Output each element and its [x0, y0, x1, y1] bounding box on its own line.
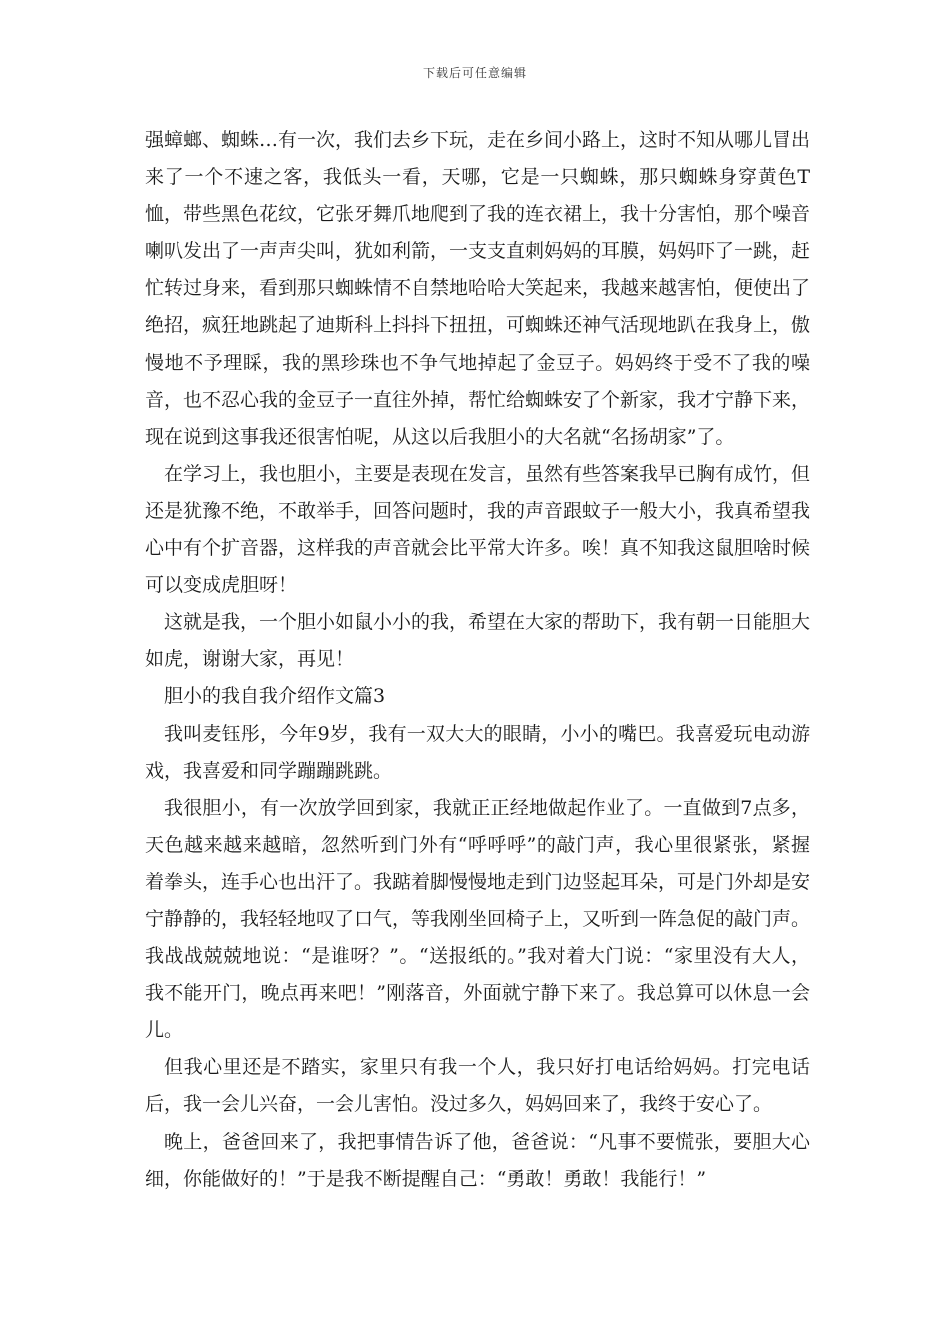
paragraph: 这就是我，一个胆小如鼠小小的我，希望在大家的帮助下，我有朝一日能胆大如虎，谢谢大家，再见！: [145, 611, 811, 671]
section-heading: 胆小的我自我介绍作文篇3: [164, 685, 386, 708]
paragraph: 但我心里还是不踏实，家里只有我一个人，我只好打电话给妈妈。打完电话后，我一会儿兴奋，一会儿害怕。没过多久，妈妈回来了，我终于安心了。: [145, 1056, 810, 1116]
page-header: 下载后可任意编辑: [422, 66, 527, 80]
paragraph: 我叫麦钰彤，今年9岁，我有一双大大的眼睛，小小的嘴巴。我喜爱玩电动游戏，我喜爱和同学蹦蹦跳跳。: [145, 722, 810, 782]
paragraph-continuation: 强蟑螂、蜘蛛…有一次，我们去乡下玩，走在乡间小路上，这时不知从哪儿冒出来了一个不速之客，我低头一看，天哪，它是一只蜘蛛，那只蜘蛛身穿黄色T恤，带些黑色花纹，它张牙舞爪地爬到了我的连衣裙上，我十分害怕，那个噪音喇叭发出了一声声尖叫，犹如利箭，一支支直刺妈妈的耳膜，妈妈吓了一跳，赶忙转过身来，看到那只蜘蛛情不自禁地哈哈大笑起来，我越来越害怕，便使出了绝招，疯狂地跳起了迪斯科上抖抖下扭扭，可蜘蛛还神气活现地趴在我身上，傲慢地不予理睬，我的黑珍珠也不争气地掉起了金豆子。妈妈终于受不了我的噪音，也不忍心我的金豆子一直往外掉，帮忙给蜘蛛安了个新家，我才宁静下来，现在说到这事我还很害怕呢，从这以后我胆小的大名就“名扬胡家”了。: [145, 129, 811, 448]
document-body: [145, 122, 810, 1198]
paragraph: 晚上，爸爸回来了，我把事情告诉了他，爸爸说：“凡事不要慌张，要胆大心细，你能做好的！”于是我不断提醒自己：“勇敢！勇敢！我能行！”: [145, 1130, 810, 1190]
paragraph: 我很胆小，有一次放学回到家，我就正正经地做起作业了。一直做到7点多，天色越来越来越暗，忽然听到门外有“呼呼呼”的敲门声，我心里很紧张，紧握着拳头，连手心也出汗了。我踮着脚慢慢地走到门边竖起耳朵，可是门外却是安宁静静的，我轻轻地叹了口气，等我刚坐回椅子上，又听到一阵急促的敲门声。我战战兢兢地说：“是谁呀？”。“送报纸的。”我对着大门说：“家里没有大人，我不能开门，晚点再来吧！”刚落音，外面就宁静下来了。我总算可以休息一会儿。: [145, 796, 811, 1042]
paragraph: 在学习上，我也胆小，主要是表现在发言，虽然有些答案我早已胸有成竹，但还是犹豫不绝，不敢举手，回答问题时，我的声音跟蚊子一般大小，我真希望我心中有个扩音器，这样我的声音就会比平常大许多。唉！真不知我这鼠胆啥时候可以变成虎胆呀！: [145, 462, 811, 597]
